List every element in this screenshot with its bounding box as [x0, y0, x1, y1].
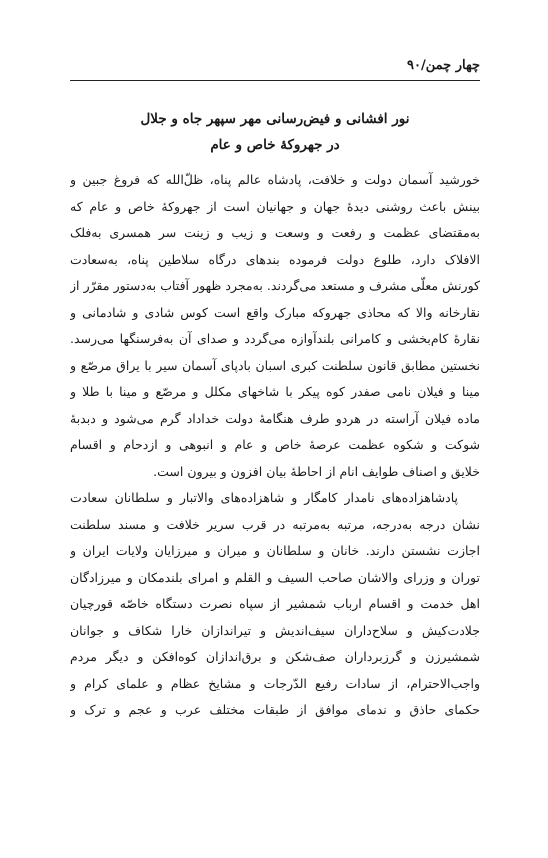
paragraph-1-line: شوکت و شکوه عظمت عرصهٔ خاص و عام و انبوهی و ازدحام و اقسام [70, 437, 480, 452]
paragraph-1-line: خلایق و اصناف طوایف انام از احاطهٔ بیان افزون و بیرون است. [153, 463, 480, 479]
paragraph-2-line: اهل خدمت و اقسام ارباب شمشیر از سپاه نصرت دستگاه خاصّه قورچیان [70, 596, 480, 611]
paragraph-1-line: کورنش معلّی مشرف و مستعد می‌گردند. به‌مجرد ظهور آفتاب به‌دستور مقرّر از [70, 278, 480, 293]
paragraph-1-line: بینش باعث روشنی دیدهٔ جهان و جهانیان است از جهروکهٔ خاص و عام که [70, 198, 480, 214]
paragraph-1-line: نخستین مطابق قانون سلطنت کبری اسبان بادپای آسمان سیر با یراق مرصّع و [70, 357, 480, 373]
paragraph-2-line: واجب‌الاحترام، از سادات رفیع الدّرجات و مشایخ عظام و علمای کرام و [70, 675, 480, 691]
paragraph-1-line: نقارخانه والا که محاذی جهروکه مبارک واقع است کوس شادی و شادمانی و [70, 304, 480, 320]
paragraph-2-line: نشان درجه به‌درجه، مرتبه به‌مرتبه در قرب سریر خلافت و مسند سلطنت [70, 516, 480, 532]
section-title [70, 106, 480, 158]
paragraph-2-line: اجازت نشستن دارند. خانان و سلطانان و میران و میرزایان ولایات ایران و [70, 543, 480, 558]
paragraph-1-line: ماده فیلان آراسته در هردو طرف هنگامهٔ دولت خداداد گرم می‌شود و دبدبهٔ [70, 410, 480, 426]
running-header: چهار چمن/۹۰ [407, 58, 480, 73]
paragraph-2-line: توران و وزرای والاشان صاحب السیف و القلم و امرای بلندمکان و میرزادگان [70, 569, 480, 585]
paragraph-1-line: خورشید آسمان دولت و خلافت، پادشاه عالم پناه، ظلّ‌الله که فروغ جبین و [70, 172, 480, 187]
header-rule [70, 80, 480, 81]
paragraph-2-line: شمشیرزن و گرزبرداران صف‌شکن و برق‌اندازان کوه‌افکن و دیگر مردم [70, 649, 480, 664]
paragraph-1-line: به‌مقتضای عظمت و رفعت و وسعت و زیب و زینت سر همسری به‌فلک [70, 225, 480, 240]
paragraph-2-line: جلادت‌کیش و سلاح‌داران سیف‌اندیش و تیراندازان خارا شکاف و جوانان [70, 622, 480, 638]
paragraph-1-line: نقارهٔ کام‌بخشی و کامرانی بلندآوازه می‌گردد و صدای آن به‌فرسنگها می‌رسد. [70, 331, 480, 346]
section-title-line-2: در جهروکهٔ خاص و عام [210, 137, 340, 153]
paragraph-1-line: مینا و فیلان نامی صفدر کوه پیکر با شاخهای مکلل و مرصّع و مینا با طلا و [70, 384, 480, 399]
section-title-line-1: نور افشانی و فیض‌رسانی مهر سپهر جاه و جلال [140, 111, 410, 127]
paragraph-2-line: حکمای حاذق و ندمای موافق از طبقات مختلف عرب و عجم و ترک و [70, 702, 480, 717]
paragraph-1-line: الافلاک دارد، طلوع دولت فرموده بندهای درگاه سلاطین پناه، به‌سعادت [70, 251, 480, 267]
paragraph-2-line: پادشاهزاده‌های نامدار کامگار و شاهزاده‌های والاتبار و سلطانان سعادت [70, 490, 458, 505]
body-text [70, 167, 480, 724]
